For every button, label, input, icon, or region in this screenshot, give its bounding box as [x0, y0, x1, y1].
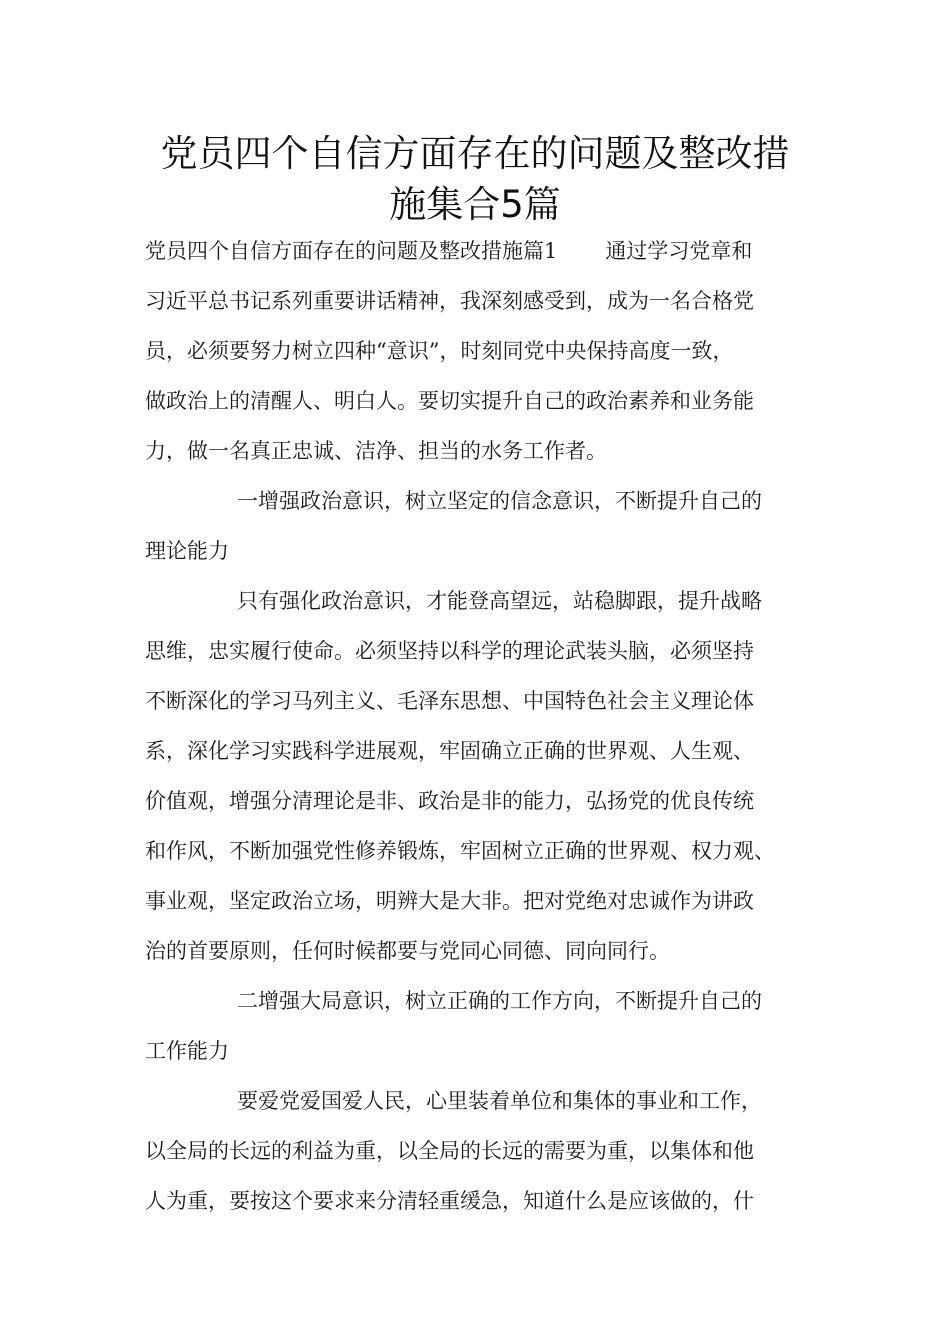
body-line: 力，做一名真正忠诚、洁净、担当的水务工作者。 — [145, 439, 607, 463]
body-line: 做政治上的清醒人、明白人。要切实提升自己的政治素养和业务能 — [145, 389, 754, 413]
body-line: 价值观，增强分清理论是非、政治是非的能力，弘扬党的优良传统 — [145, 789, 754, 813]
body-line — [145, 236, 825, 266]
body-line: 人为重，要按这个要求来分清轻重缓急，知道什么是应该做的，什 — [145, 1189, 754, 1213]
body-line: 和作风，不断加强党性修养锻炼，牢固树立正确的世界观、权力观、 — [145, 839, 775, 863]
body-line: 以全局的长远的利益为重，以全局的长远的需要为重，以集体和他 — [145, 1139, 754, 1163]
body-line: 员，必须要努力树立四种“意识”，时刻同党中央保持高度一致， — [145, 339, 734, 363]
body-line: 习近平总书记系列重要讲话精神，我深刻感受到，成为一名合格党 — [145, 289, 754, 313]
body-line: 系，深化学习实践科学进展观，牢固确立正确的世界观、人生观、 — [145, 739, 754, 763]
body-line: 事业观，坚定政治立场，明辨大是大非。把对党绝对忠诚作为讲政 — [145, 889, 754, 913]
document-title-line-1: 党员四个自信方面存在的问题及整改措 — [160, 132, 790, 175]
body-line: 要爱党爱国爱人民，心里装着单位和集体的事业和工作， — [237, 1089, 762, 1113]
document-title-line-2: 施集合5篇 — [389, 183, 561, 226]
subheading-line: 理论能力 — [145, 539, 229, 563]
body-line: 思维，忠实履行使命。必须坚持以科学的理论武装头脑，必须坚持 — [145, 639, 754, 663]
subheading-line: 二增强大局意识，树立正确的工作方向，不断提升自己的 — [237, 989, 762, 1013]
body-line: 治的首要原则，任何时候都要与党同心同德、同向同行。 — [145, 939, 670, 963]
subheading-line: 一增强政治意识，树立坚定的信念意识，不断提升自己的 — [237, 489, 762, 513]
section-heading-inline: 党员四个自信方面存在的问题及整改措施篇1 — [145, 239, 558, 263]
subheading-line: 工作能力 — [145, 1039, 229, 1063]
body-line: 不断深化的学习马列主义、毛泽东思想、中国特色社会主义理论体 — [145, 689, 754, 713]
body-line: 只有强化政治意识，才能登高望远，站稳脚跟，提升战略 — [237, 589, 762, 613]
body-text: 通过学习党章和 — [605, 239, 753, 263]
